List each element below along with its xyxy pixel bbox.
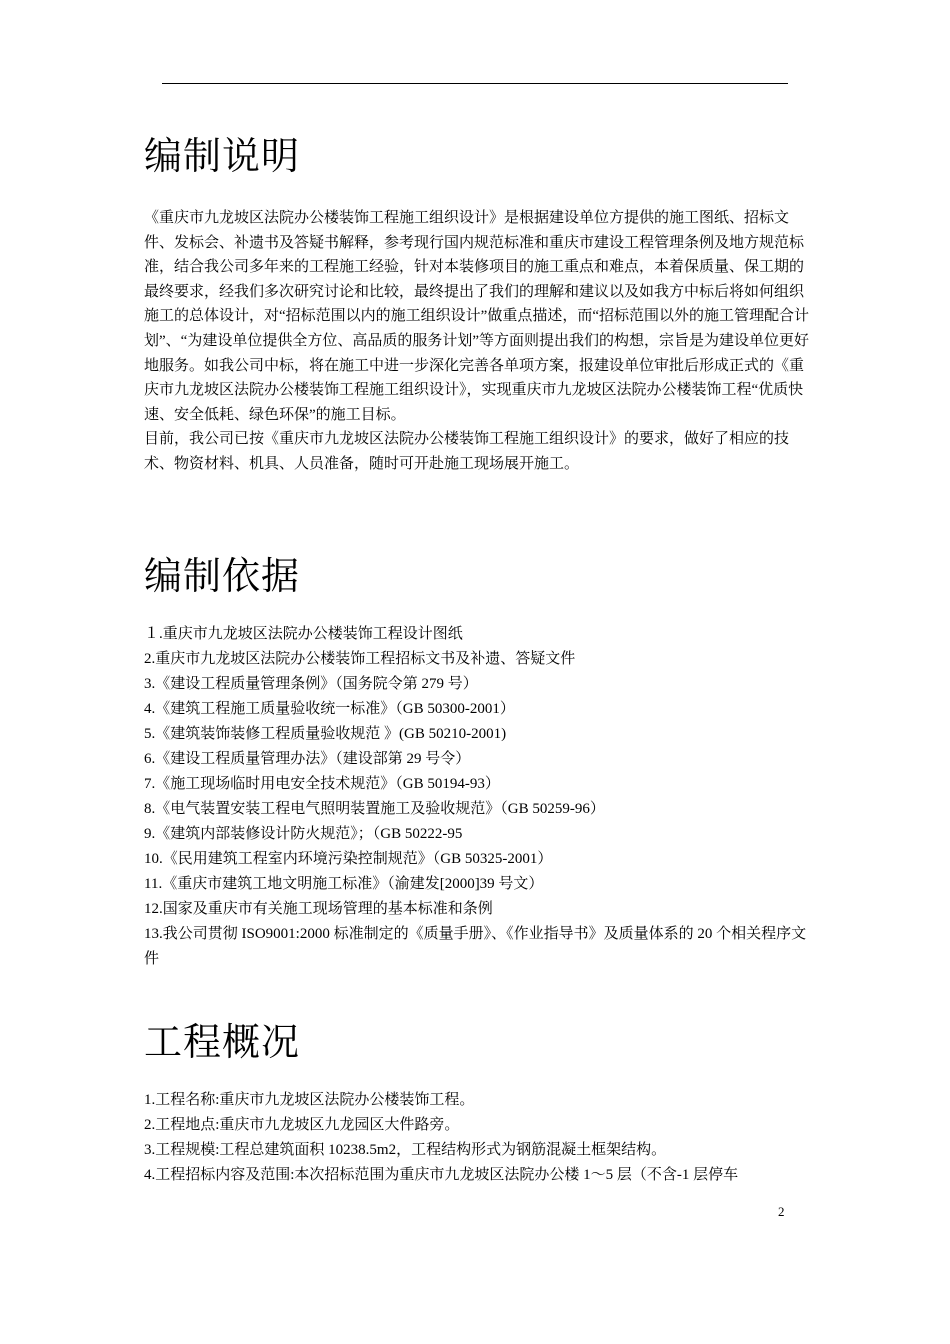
list-item: 4.《建筑工程施工质量验收统一标准》（GB 50300-2001） [144,701,515,717]
list-item: 10.《民用建筑工程室内环境污染控制规范》（GB 50325-2001） [144,851,553,867]
list-item: 4.工程招标内容及范围:本次招标范围为重庆市九龙坡区法院办公楼 1～5 层（不含-1 层停车 [144,1167,739,1183]
intro-title: 编制说明 [144,134,301,178]
page-number: 2 [778,1204,785,1219]
list-item: 3.工程规模:工程总建筑面积 10238.5m2，工程结构形式为钢筋混凝土框架结构。 [144,1142,667,1158]
list-item: 5.《建筑装饰装修工程质量验收规范 》(GB 50210-2001) [144,726,507,742]
basis-title: 编制依据 [144,554,301,598]
intro-paragraph-1: 《重庆市九龙坡区法院办公楼装饰工程施工组织设计》是根据建设单位方提供的施工图纸、招标文件、发标会、补遗书及答疑书解释，参考现行国内规范标准和重庆市建设工程管理条例及地方规范标准，结合我公司多年来的工程施工经验，针对本装修项目的施工重点和难点，本着保质量、保工期的最终要求，经我们多次研究讨论和比较，最终提出了我们的理解和建议以及如我方中标后将如何组织施工的总体设计，对“招标范围以内的施工组织设计”做重点描述，而“招标范围以外的施工管理配合计划”、“为建设单位提供全方位、高品质的服务计划”等方面则提出我们的构想，宗旨是为建设单位更好地服务。如我公司中标，将在施工中进一步深化完善各单项方案，报建设单位审批后形成正式的《重庆市九龙坡区法院办公楼装饰工程施工组织设计》，实现重庆市九龙坡区法院办公楼装饰工程“优质快速、安全低耗、绿色环保”的施工目标。 [144,210,809,423]
list-item: 8.《电气装置安装工程电气照明装置施工及验收规范》（GB 50259-96） [144,801,605,817]
list-item: 7.《施工现场临时用电安全技术规范》（GB 50194-93） [144,776,500,792]
list-item: 1.工程名称:重庆市九龙坡区法院办公楼装饰工程。 [144,1092,475,1108]
list-item: 12.国家及重庆市有关施工现场管理的基本标准和条例 [144,901,493,917]
header-rule [162,83,788,84]
overview-list [144,1088,816,1188]
section-intro [144,132,816,477]
intro-paragraph-2: 目前，我公司已按《重庆市九龙坡区法院办公楼装饰工程施工组织设计》的要求，做好了相应的技术、物资材料、机具、人员准备，随时可开赴施工现场展开施工。 [144,431,790,472]
list-item: 13.我公司贯彻 ISO9001:2000 标准制定的《质量手册》、《作业指导书》及质量体系的 20 个相关程序文件 [144,926,807,967]
list-item: １.重庆市九龙坡区法院办公楼装饰工程设计图纸 [144,626,463,642]
basis-list [144,622,816,972]
list-item: 2.工程地点:重庆市九龙坡区九龙园区大件路旁。 [144,1117,460,1133]
list-item: 2.重庆市九龙坡区法院办公楼装饰工程招标文书及补遗、答疑文件 [144,651,576,667]
list-item: 6.《建设工程质量管理办法》（建设部第 29 号令） [144,751,471,767]
section-overview [144,1018,816,1188]
overview-title: 工程概况 [144,1020,301,1064]
list-item: 3.《建设工程质量管理条例》（国务院令第 279 号） [144,676,478,692]
list-item: 11.《重庆市建筑工地文明施工标准》（渝建发[2000]39 号文） [144,876,544,892]
section-basis [144,552,816,972]
list-item: 9.《建筑内部装修设计防火规范》；（GB 50222-95 [144,826,463,842]
